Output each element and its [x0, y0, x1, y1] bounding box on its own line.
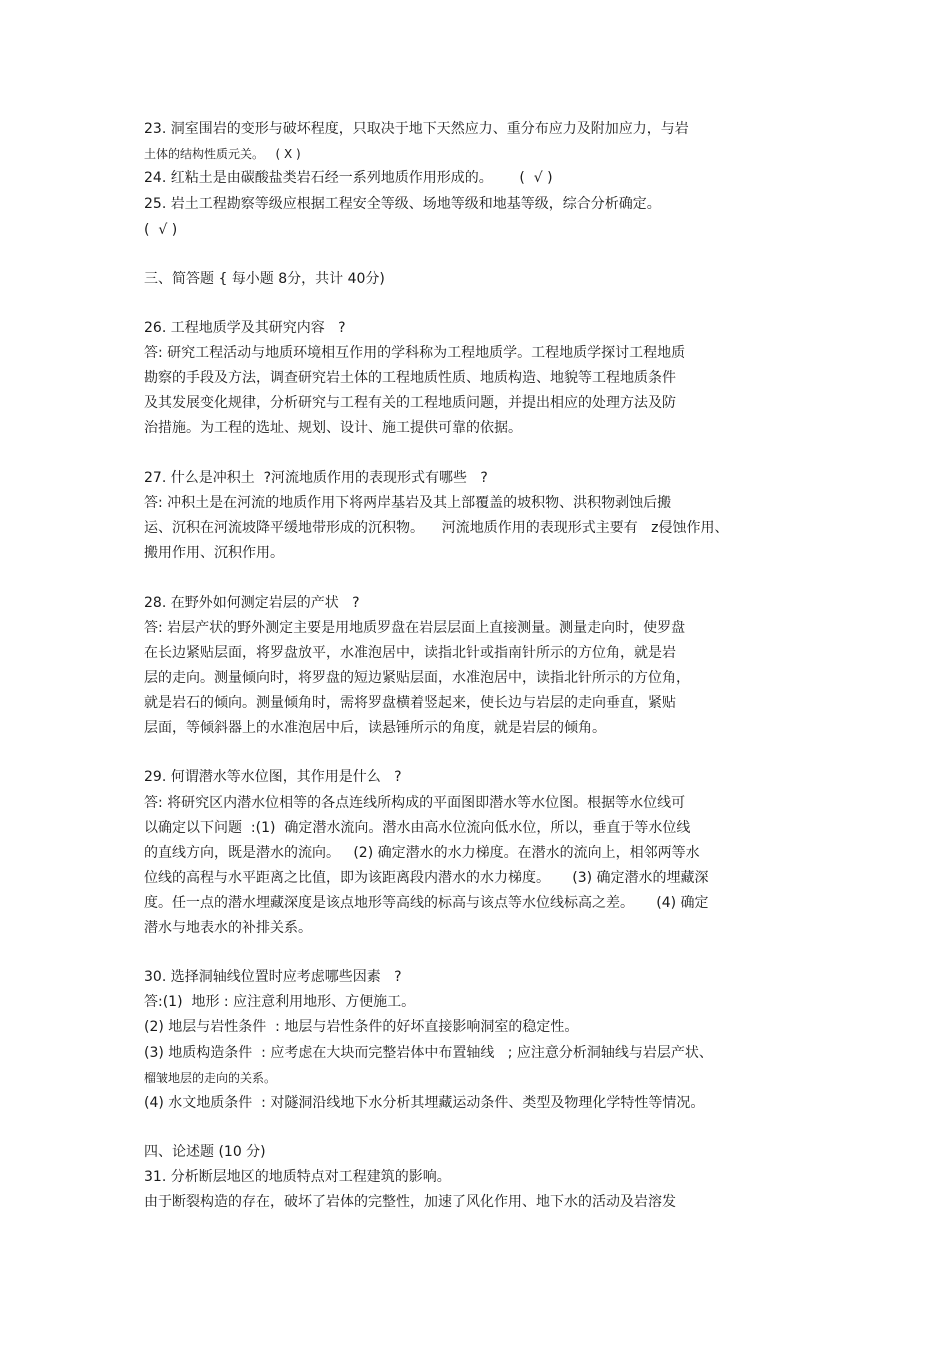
q29-answer-line5: 度。任一点的潜水埋藏深度是该点地形等高线的标高与该点等水位线标高之差。 (4) 确定: [144, 895, 709, 911]
q27-answer-line2: 运、沉积在河流坡降平缓地带形成的沉积物。 河流地质作用的表现形式主要有 z侵蚀作用、: [144, 520, 729, 536]
q28-answer-line1: 答: 岩层产状的野外测定主要是用地质罗盘在岩层层面上直接测量。测量走向时，使罗盘: [144, 620, 686, 636]
q29-answer-line6: 潜水与地表水的补排关系。: [144, 920, 312, 936]
q29-answer-line2: 以确定以下问题 :(1) 确定潜水流向。潜水由高水位流向低水位，所以，垂直于等水位线: [144, 820, 691, 836]
q25-line2: ( √ ): [144, 222, 178, 238]
q28-answer-line4: 就是岩石的倾向。测量倾角时，需将罗盘横着竖起来，使长边与岩层的走向垂直，紧贴: [144, 695, 676, 711]
q26-answer-line3: 及其发展变化规律，分析研究与工程有关的工程地质问题，并提出相应的处理方法及防: [144, 395, 676, 411]
q28-title: 28. 在野外如何测定岩层的产状 ?: [144, 595, 360, 611]
q29-title: 29. 何谓潜水等水位图，其作用是什么 ?: [144, 769, 402, 785]
q24: 24. 红粘土是由碳酸盐类岩石经一系列地质作用形成的。 ( √ ): [144, 170, 553, 186]
q31-answer-line1: 由于断裂构造的存在，破坏了岩体的完整性，加速了风化作用、地下水的活动及岩溶发: [144, 1194, 676, 1210]
q30-answer-line2: (2) 地层与岩性条件 : 地层与岩性条件的好坏直接影响洞室的稳定性。: [144, 1019, 579, 1035]
q28-answer-line3: 层的走向。测量倾向时，将罗盘的短边紧贴层面，水准泡居中，读指北针所示的方位角，: [144, 670, 690, 686]
q27-title: 27. 什么是冲积土 ?河流地质作用的表现形式有哪些 ?: [144, 470, 488, 486]
q30-answer-line1: 答:(1) 地形 : 应注意利用地形、方便施工。: [144, 994, 416, 1010]
q29-answer-line4: 位线的高程与水平距离之比值，即为该距离段内潜水的水力梯度。 (3) 确定潜水的埋藏深: [144, 870, 709, 886]
q26-title: 26. 工程地质学及其研究内容 ?: [144, 320, 346, 336]
q26-answer-line4: 治措施。为工程的选址、规划、设计、施工提供可靠的依据。: [144, 420, 522, 436]
q23-line1: 23. 洞室围岩的变形与破坏程度，只取决于地下天然应力、重分布应力及附加应力，与岩: [144, 121, 689, 137]
q26-answer-line2: 勘察的手段及方法，调查研究岩土体的工程地质性质、地质构造、地貌等工程地质条件: [144, 370, 676, 386]
q29-answer-line3: 的直线方向，既是潜水的流向。 (2) 确定潜水的水力梯度。在潜水的流向上，相邻两等水: [144, 845, 700, 861]
q26-answer-line1: 答: 研究工程活动与地质环境相互作用的学科称为工程地质学。工程地质学探讨工程地质: [144, 345, 686, 361]
q23-line2: 土体的结构性质元关。 ( X ): [144, 147, 301, 161]
q30-title: 30. 选择洞轴线位置时应考虑哪些因素 ?: [144, 969, 402, 985]
section-4-heading: 四、论述题 (10 分): [144, 1144, 266, 1160]
q30-answer-line5: (4) 水文地质条件 : 对隧洞沿线地下水分析其埋藏运动条件、类型及物理化学特性等情况。: [144, 1095, 705, 1111]
q28-answer-line2: 在长边紧贴层面，将罗盘放平，水准泡居中，读指北针或指南针所示的方位角，就是岩: [144, 645, 676, 661]
q25-line1: 25. 岩土工程勘察等级应根据工程安全等级、场地等级和地基等级，综合分析确定。: [144, 196, 661, 212]
q27-answer-line1: 答: 冲积土是在河流的地质作用下将两岸基岩及其上部覆盖的坡积物、洪积物剥蚀后搬: [144, 495, 672, 511]
section-3-heading: 三、简答题 { 每小题 8分，共计 40分): [144, 271, 385, 287]
q31-title: 31. 分析断层地区的地质特点对工程建筑的影响。: [144, 1169, 451, 1185]
q30-answer-line4: 榴皱地层的走向的关系。: [144, 1071, 277, 1085]
q28-answer-line5: 层面，等倾斜器上的水准泡居中后，读悬锤所示的角度，就是岩层的倾角。: [144, 720, 606, 736]
q29-answer-line1: 答: 将研究区内潜水位相等的各点连线所构成的平面图即潜水等水位图。根据等水位线可: [144, 795, 686, 811]
q30-answer-line3: (3) 地质构造条件 : 应考虑在大块而完整岩体中布置轴线 ; 应注意分析洞轴线与岩层产状、: [144, 1045, 713, 1061]
q27-answer-line3: 搬用作用、沉积作用。: [144, 545, 284, 561]
